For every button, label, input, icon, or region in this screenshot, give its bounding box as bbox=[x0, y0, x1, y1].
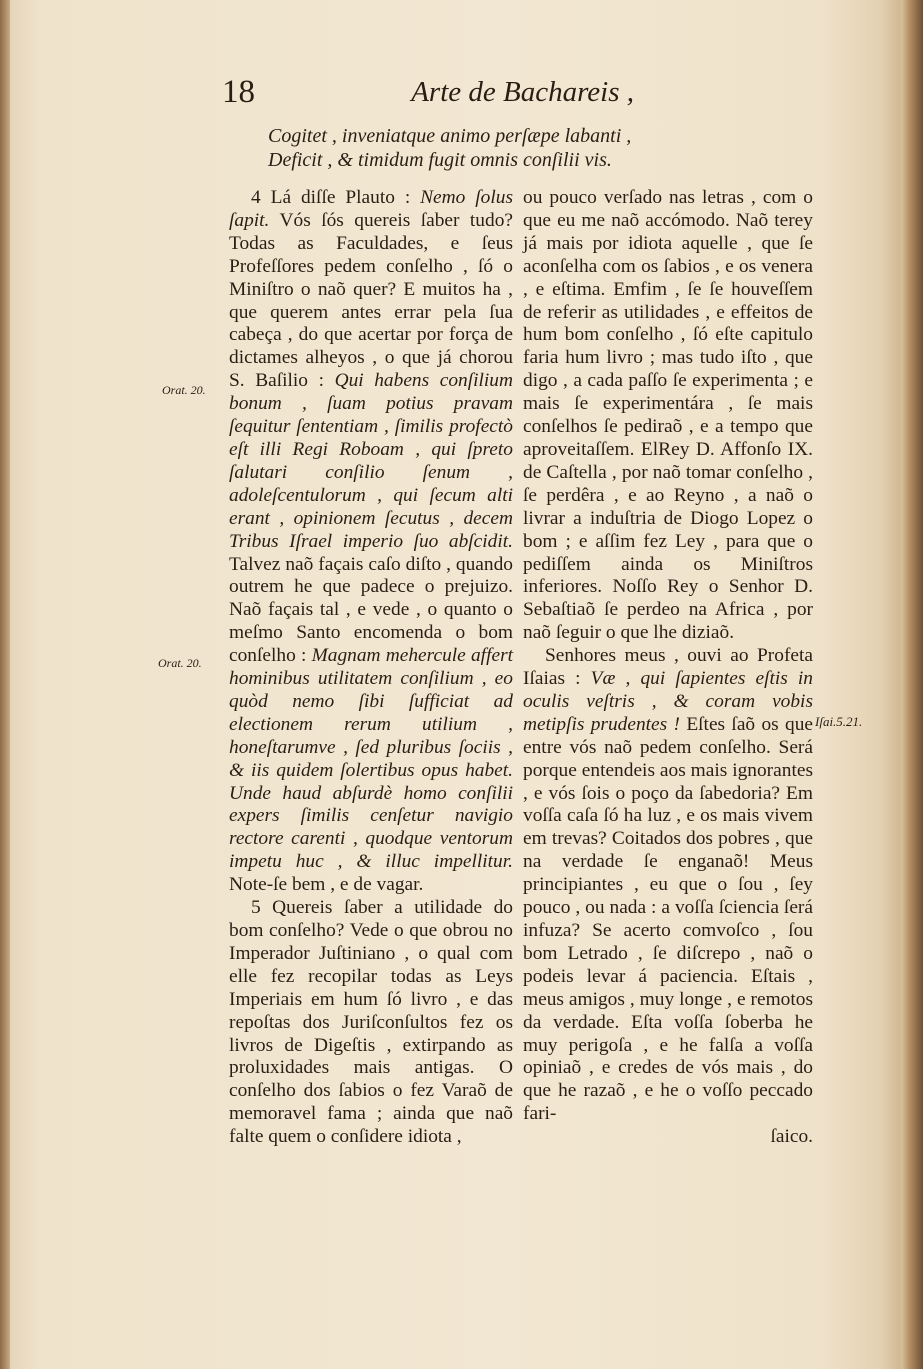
paragraph-5: 5 Quereis ſaber a utilidade do bom conſelho? Vede o que obrou no Imperador Juſtiniano , o qual com elle fez recopilar todas as Leys Imperiais em hum ſó livro , e das repoſtas dos Juriſconſultos fez os livros de Digeſtis , extirpando as proluxidades mais antigas. O conſelho dos ſabios o fez Varaõ de memoravel fama ; ainda que naõ falte quem o conſidere idiota , bbox=[229, 897, 513, 1148]
paragraph-continuation: ou pouco verſado nas letras , com o que eu me naõ accómodo. Naõ terey já mais por idiota aquelle , que ſe aconſelha com os ſabios , e os venera , e eſtima. Emfim , ſe ſe houveſſem de referir as utilidades , e effeitos de hum bom conſelho , ſó eſte capitulo faria hum livro ; mas tudo iſto , que digo , a cada paſſo ſe experimenta ; e mais ſe experimentára , ſe mais conſelhos ſe pediraõ , e a tempo que aproveitaſſem. ElRey D. Affonſo IX. de Caſtella , por naõ tomar conſelho , ſe perdêra , e ao Reyno , a naõ o livrar a induſtria de Diogo Lopez o bom ; e aſſim fez Ley , para que o pediſſem ainda os Miniſtros inferiores. Noſſo Rey o Senhor D. Sebaſtiaõ ſe perdeo na Africa , por naõ ſeguir o que lhe diziaõ. bbox=[523, 187, 813, 644]
paragraph-4-ending: Note-ſe bem , e de vagar. bbox=[229, 874, 424, 896]
basil-quote: Qui habens conſilium bonum , ſuam potius pravam ſequitur ſententiam , ſimilis profectò eſt illi Regi Roboam , qui ſpreto ſalutari conſilio ſenum , adoleſcentulorum , qui ſecum alti erant , opinionem ſecutus , decem Tribus Iſrael imperio ſuo abſcidit. bbox=[229, 370, 513, 552]
left-column bbox=[229, 187, 513, 1149]
verse-line-1: Cogitet , inveniatque animo perſæpe labanti , bbox=[268, 125, 632, 147]
plautus-quote: Nemo ſolus ſapit. bbox=[229, 187, 513, 231]
marginal-note-orat-2: Orat. 20. bbox=[158, 656, 202, 670]
marginal-note-orat-1: Orat. 20. bbox=[162, 383, 206, 397]
page-number: 18 bbox=[222, 74, 255, 110]
senhores-opening: Senhores meus , ouvi ao Profeta Iſaias : bbox=[523, 645, 813, 690]
isaiah-quote: Væ , qui ſapientes eſtis in oculis veſtris , & coram vobis metipſis prudentes ! bbox=[523, 668, 813, 735]
catchword: ſaico. bbox=[770, 1126, 813, 1148]
marginal-note-isaias: Iſai.5.21. bbox=[815, 714, 863, 729]
running-head: Arte de Bachareis , bbox=[411, 76, 634, 108]
paragraph-4 bbox=[229, 187, 513, 897]
paragraph-4-opening: 4 Lá diſſe Plauto : bbox=[251, 187, 421, 208]
paragraph-4-continuation: Talvez naõ façais caſo diſto , quando outrem he que padece o prejuizo. Naõ façais tal , e vede , o quanto o meſmo Santo encomenda o bom conſelho : bbox=[229, 553, 513, 667]
right-column bbox=[523, 187, 813, 1149]
verse-line-2: Deficit , & timidum fugit omnis conſilii vis. bbox=[268, 149, 612, 171]
book-fore-edge bbox=[901, 0, 923, 1369]
page-header bbox=[222, 72, 634, 112]
second-latin-quote: Magnam mehercule affert hominibus utilitatem conſilium , eo quòd nemo ſibi ſufficiat ad electionem rerum utilium , honeſtarumve , ſed pluribus ſociis , & iis quidem ſolertibus opus habet. Unde haud abſurdè homo conſilii expers ſimilis cenſetur navigio rectore carenti , quodque ventorum impetu huc , & illuc impellitur. bbox=[229, 645, 513, 873]
paragraph-senhores bbox=[523, 645, 813, 1126]
verse-quotation bbox=[268, 124, 708, 172]
paragraph-4-text: Vós ſós quereis ſaber tudo? Todas as Faculdades, e ſeus Profeſſores pedem conſelho , ſó o Miniſtro o naõ quer? E muitos ha , que querem antes errar pela ſua cabeça , do que acertar por força de dictames alheyos , o que já chorou S. Baſilio : bbox=[229, 209, 513, 392]
senhores-text: Eſtes ſaõ os que entre vós naõ pedem conſelho. Será porque entendeis aos mais ignorantes , e vós ſois o poço da ſabedoria? Em voſſa caſa ſó ha luz , e os mais vivem em trevas? Coitados dos pobres , que na verdade ſe enganaõ! Meus principiantes , eu que o ſou , ſey pouco , ou nada : a voſſa ſciencia ſerá infuza? Se acerto comvoſco , ſou bom Letrado , ſe diſcrepo , naõ o podeis levar á paciencia. Eſtais , meus amigos , muy longe , e remotos da verdade. Eſta voſſa ſoberba he muy perigoſa , e he falſa a voſſa opiniaõ , e credes de vós mais , do que he razaõ , e he o voſſo peccado fari- bbox=[523, 713, 814, 1125]
